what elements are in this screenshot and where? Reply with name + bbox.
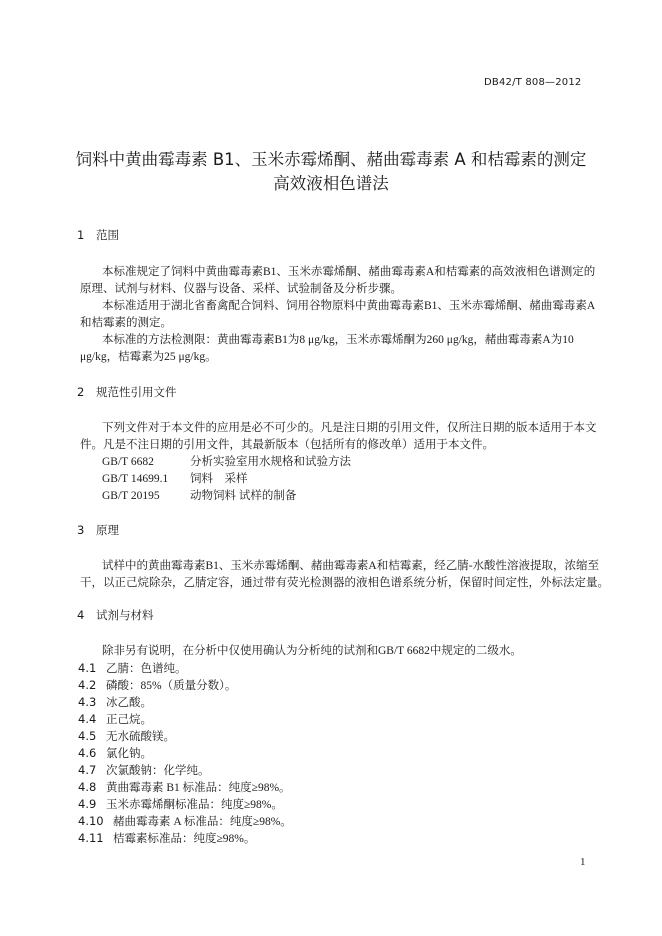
reference-title: 饲料 采样 <box>190 473 248 485</box>
paragraph-line: μg/kg，桔霉素为25 μg/kg。 <box>80 351 217 363</box>
item-text: 无水硫酸镁。 <box>106 731 175 743</box>
paragraph-line: 本标准规定了饲料中黄曲霉毒素B1、玉米赤霉烯酮、赭曲霉毒素A和桔霉素的高效液相色谱测定的 <box>102 266 596 278</box>
paragraph-line: 原理、试剂与材料、仪器与设备、采样、试验制备及分析步骤。 <box>80 283 402 295</box>
item-text: 乙腈：色谱纯。 <box>106 663 187 675</box>
reference-code: GB/T 6682 <box>102 456 154 468</box>
section-title: 试剂与材料 <box>96 608 154 622</box>
section-4-heading <box>77 607 154 623</box>
paragraph-line: 下列文件对于本文件的应用是必不可少的。凡是注日期的引用文件，仅所注日期的版本适用于本文 <box>102 422 597 434</box>
item-number: 4.7 <box>78 763 97 777</box>
section-number: 3 <box>77 523 85 537</box>
section-1-heading <box>77 227 119 243</box>
item-number: 4.11 <box>78 831 104 845</box>
item-number: 4.3 <box>78 695 97 709</box>
page-number: 1 <box>580 856 586 868</box>
standard-code: DB42/T 808—2012 <box>484 77 582 88</box>
reference-code: GB/T 14699.1 <box>102 473 169 485</box>
list-item <box>78 796 283 812</box>
normative-reference <box>102 453 351 469</box>
reference-title: 分析实验室用水规格和试验方法 <box>190 456 351 468</box>
reference-title: 动物饲料 试样的制备 <box>190 490 297 502</box>
section-title: 原理 <box>96 523 119 537</box>
paragraph-line: 干，以正己烷除杂，乙腈定容，通过带有荧光检测器的液相色谱系统分析，保留时间定性，外标法定量。 <box>80 577 609 589</box>
item-number: 4.9 <box>78 797 97 811</box>
paragraph-line: 本标准的方法检测限：黄曲霉毒素B1为8 μg/kg，玉米赤霉烯酮为260 μg/kg，赭曲霉毒素A为10 <box>102 334 574 346</box>
reference-code: GB/T 20195 <box>102 490 160 502</box>
normative-reference <box>102 487 296 503</box>
paragraph-line: 件。凡是不注日期的引用文件，其最新版本（包括所有的修改单）适用于本文件。 <box>80 439 494 451</box>
list-item <box>78 677 236 693</box>
list-item <box>78 660 187 676</box>
item-text: 赭曲霉毒素 A 标准品：纯度≥98%。 <box>113 816 292 828</box>
item-number: 4.8 <box>78 780 97 794</box>
section-number: 4 <box>77 608 85 622</box>
section-title: 范围 <box>96 228 119 242</box>
item-number: 4.6 <box>78 746 97 760</box>
section-2-heading <box>77 384 177 400</box>
paragraph-line: 本标准适用于湖北省畜禽配合饲料、饲用谷物原料中黄曲霉毒素B1、玉米赤霉烯酮、赭曲霉毒素A <box>102 300 596 312</box>
document-title-line-2: 高效液相色谱法 <box>273 174 389 193</box>
section-title: 规范性引用文件 <box>96 385 177 399</box>
list-item <box>78 779 291 795</box>
section-number: 1 <box>77 228 85 242</box>
normative-reference <box>102 470 248 486</box>
list-item <box>78 830 255 846</box>
paragraph-line: 和桔霉素的测定。 <box>80 317 172 329</box>
item-text: 冰乙酸。 <box>106 697 152 709</box>
list-item <box>78 728 175 744</box>
item-number: 4.4 <box>78 712 97 726</box>
item-text: 正己烷。 <box>106 714 152 726</box>
item-text: 桔霉素标准品：纯度≥98%。 <box>113 833 256 845</box>
item-number: 4.10 <box>78 814 104 828</box>
paragraph-line: 除非另有说明，在分析中仅使用确认为分析纯的试剂和GB/T 6682中规定的二级水。 <box>102 645 522 657</box>
document-title-line-1: 饲料中黄曲霉毒素 B1、玉米赤霉烯酮、赭曲霉毒素 A 和桔霉素的测定 <box>75 150 587 169</box>
item-number: 4.5 <box>78 729 97 743</box>
item-text: 磷酸：85%（质量分数）。 <box>106 680 237 692</box>
section-3-heading <box>77 522 119 538</box>
list-item <box>78 711 152 727</box>
item-text: 黄曲霉毒素 B1 标准品：纯度≥98%。 <box>106 782 291 794</box>
item-number: 4.2 <box>78 678 97 692</box>
item-text: 玉米赤霉烯酮标准品：纯度≥98%。 <box>106 799 283 811</box>
item-text: 次氯酸钠：化学纯。 <box>106 765 210 777</box>
item-number: 4.1 <box>78 661 97 675</box>
list-item <box>78 813 292 829</box>
list-item <box>78 745 152 761</box>
paragraph-line: 试样中的黄曲霉毒素B1、玉米赤霉烯酮、赭曲霉毒素A和桔霉素，经乙腈-水酸性溶液提取，浓缩至 <box>102 560 600 572</box>
list-item <box>78 762 210 778</box>
list-item <box>78 694 152 710</box>
section-number: 2 <box>77 385 85 399</box>
item-text: 氯化钠。 <box>106 748 152 760</box>
